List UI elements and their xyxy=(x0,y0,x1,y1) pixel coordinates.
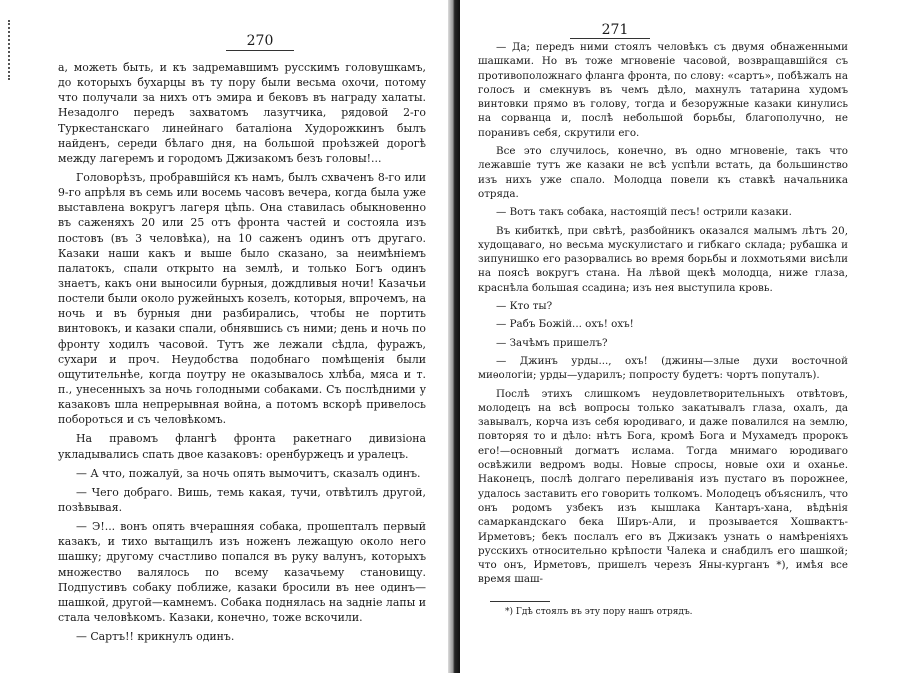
footnote-rule xyxy=(490,601,550,602)
paragraph: а, можеть быть, и къ задремавшимъ русскимъ головушкамъ, до которыхъ бухарцы въ ту пору были весьма охочи, потому что получали за нихъ отъ эмира и бековъ въ награду халаты. Незадолго передъ захватомъ лазутчика, рядовой 2-го Туркестанскаго линейнаго баталіона Худорожкинъ былъ найденъ, середи бѣлаго дня, на большой проѣзжей дорогѣ между лагеремъ и городомъ Джизакомъ безъ головы!... xyxy=(58,61,426,165)
paragraph: — Вотъ такъ собака, настоящій песъ! острили казаки. xyxy=(496,206,792,219)
paragraph: Головорѣзъ, пробравшійся къ намъ, былъ схваченъ 8-го или 9-го апрѣля въ семь или восемь часовъ вечера, когда была уже выставлена вокругъ лагеря цѣпь. Она ставилась обыкновенно въ саженяхъ 20 или 25 отъ фронта частей и состояла изъ постовъ (въ 3 человѣка), на 10 саженъ одинъ отъ другаго. Казаки наши какъ и выше было сказано, за неимѣніемъ палатокъ, спали открыто на землѣ, и только Богъ одинъ знаетъ, какъ они выносили бурныя, дождливыя ночи! Казачьи постели были около ружейныхъ козелъ, которыя, впрочемъ, на ночь и въ бурныя дни разбирались, чтобы не портить винтовокъ, и казаки спали, обнявшись съ ними; день и ночь по фронту ходилъ часовой. Тутъ же лежали сѣдла, фуражъ, сухари и проч. Неудобства подобнаго помѣщенія были ощутительнѣе, когда поутру не оказывалось хлѣба, мяса и т. п., унесенныхъ за ночь голодными собаками. Съ послѣдними у казаковъ шла непрерывная война, а потомъ вскорѣ привелось побороться и съ человѣкомъ. xyxy=(58,170,426,427)
paragraph: — Джинъ урды..., охъ! (джины—злые духи восточной миѳологіи; урды—ударилъ; попросту будетъ: чортъ попуталъ). xyxy=(478,354,848,382)
left-page xyxy=(0,0,448,673)
page-edge-marks xyxy=(8,20,16,80)
footnote: *) Гдѣ стоялъ въ эту пору нашъ отрядъ. xyxy=(505,607,693,617)
paragraph: — Сартъ!! крикнулъ одинъ. xyxy=(76,630,235,644)
left-page-text xyxy=(58,60,426,648)
paragraph: На правомъ флангѣ фронта ракетнаго дивизіона укладывались спать двое казаковъ: оренбуржецъ и уралецъ. xyxy=(58,432,426,461)
paragraph: — Рабъ Божій... охъ! охъ! xyxy=(496,318,634,331)
paragraph: — Да; передъ ними стоялъ человѣкъ съ двумя обнаженными шашками. Но въ тоже мгновеніе часовой, возвращавшійся съ противоположнаго фланга фронта, по слову: «сартъ», побѣжалъ на голосъ и смекнувъ въ чемъ дѣло, махнулъ татарина худомъ винтовки прямо въ голову, тогда и безоружные казаки кинулись на сорванца и, послѣ небольшой борьбы, благополучно, не поранивъ себя, скрутили его. xyxy=(478,41,848,139)
paragraph: — А что, пожалуй, за ночь опять вымочитъ, сказалъ одинъ. xyxy=(76,466,421,480)
paragraph: — Чего добраго. Вишь, темь какая, тучи, отвѣтилъ другой, позѣвывая. xyxy=(58,485,426,514)
paragraph: Все это случилось, конечно, въ одно мгновеніе, такъ что лежавшіе тутъ же казаки не всѣ успѣли встать, да большинство изъ нихъ уже спало. Молодца повели къ ставкѣ начальника отряда. xyxy=(478,145,848,200)
left-page-number: 270 xyxy=(246,33,274,49)
right-page-number: 271 xyxy=(601,22,629,38)
paragraph: Послѣ этихъ слишкомъ неудовлетворительныхъ отвѣтовъ, молодецъ на всѣ вопросы только закатывалъ глаза, охалъ, да завывалъ, корча изъ себя юродиваго, и даже повалился на землю, повторяя то и дѣло: нѣтъ Бога, кромѣ Бога и Мухамедъ пророкъ его!—основный догматъ ислама. Тогда мнимаго юродиваго освѣжили ведромъ воды. Новые спросы, новые охи и оханье. Наконецъ, послѣ долгаго переливанія изъ пустаго въ порожнее, удалось заставить его говорить толкомъ. Молодецъ объяснилъ, что онъ родомъ узбекъ изъ кышлака Кантаръ-хана, вѣдѣнія самаркандскаго бека Ширъ-Али, и прозывается Хошвактъ-Ирметовъ; бекъ послалъ его въ Джизакъ узнать о намѣреніяхъ русскихъ относительно крѣпости Чалека и снабдилъ его шашкой; что онъ, Ирметовъ, пришелъ черезъ Яны-курганъ *), имѣя все время шаш- xyxy=(478,387,848,586)
paragraph: — Кто ты? xyxy=(496,300,553,313)
paragraph: Въ кибиткѣ, при свѣтѣ, разбойникъ оказался малымъ лѣтъ 20, худощаваго, но весьма мускулистаго и гибкаго склада; рубашка и зипунишко его разорвались во время борьбы и лохмотьями висѣли на поясѣ вокругъ стана. На лѣвой щекѣ молодца, ниже глаза, краснѣла большая ссадина; изъ нея выступила кровь. xyxy=(478,224,848,294)
right-page-text xyxy=(478,40,848,591)
paragraph: — Э!... вонъ опять вчерашняя собака, прошепталъ первый казакъ, и тихо вытащилъ изъ ноженъ лежащую около него шашку; другому счастливо попался въ руку валунъ, которыхъ множество валялось по всему казачьему становищу. Подпустивъ собаку поближе, казаки бросили въ нее одинъ—шашкой, другой—камнемъ. Собака поднялась на задніе лапы и стала человѣкомъ. Казаки, конечно, тоже вскочили. xyxy=(58,520,426,624)
book-spine-gutter xyxy=(448,0,460,673)
paragraph: — Зачѣмъ пришелъ? xyxy=(496,336,608,349)
right-page-number-rule xyxy=(570,38,650,39)
left-page-number-rule xyxy=(226,50,294,51)
